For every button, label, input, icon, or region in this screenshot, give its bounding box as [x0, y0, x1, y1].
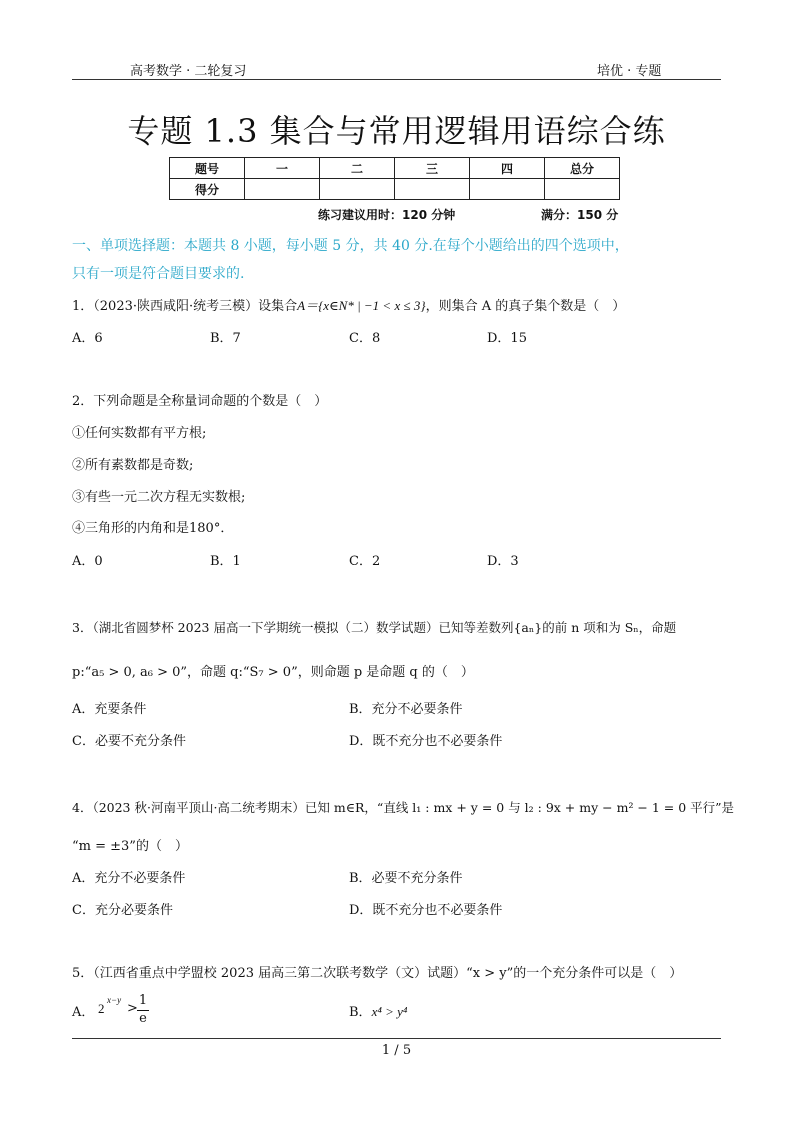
question-1-stem: 1．（2023·陕西咸阳·统考三模）设集合 — [72, 299, 298, 314]
q1-option-d[interactable]: D．15 — [487, 331, 527, 346]
question-5-line1: 5．（江西省重点中学盟校 2023 届高三第二次联考数学（文）试题）“x > y”的一个充分条件可以是（ ） — [72, 966, 683, 981]
q3-option-c[interactable]: C．必要不充分条件 — [72, 734, 186, 749]
q2-option-b[interactable]: B．1 — [210, 554, 241, 569]
q1-option-c[interactable]: C．8 — [349, 331, 381, 346]
question-1-tail: ，则集合 A 的真子集个数是（ ） — [425, 299, 626, 314]
q2-option-d[interactable]: D．3 — [487, 554, 519, 569]
q5-option-a-numerator: 1 — [138, 993, 148, 1008]
q4-option-a[interactable]: A．充分不必要条件 — [72, 871, 186, 886]
section-heading-line1: 一、单项选择题：本题共 8 小题，每小题 5 分，共 40 分.在每个小题给出的四个选项中， — [72, 238, 629, 254]
q4-option-d[interactable]: D．既不充分也不必要条件 — [349, 903, 503, 918]
q5-option-a-base: 2 — [98, 1001, 105, 1016]
q4-option-b[interactable]: B．必要不充分条件 — [349, 871, 463, 886]
q3-option-a[interactable]: A．充要条件 — [72, 702, 147, 717]
score-cell: 一 — [245, 158, 320, 179]
q5-option-b[interactable] — [349, 1001, 407, 1020]
q1-option-b[interactable]: B．7 — [210, 331, 241, 346]
score-cell: 得分 — [170, 179, 245, 200]
score-input-cell[interactable] — [245, 179, 320, 200]
q1-option-a[interactable]: A．6 — [72, 331, 103, 346]
score-input-cell[interactable] — [545, 179, 620, 200]
question-1 — [72, 295, 625, 314]
score-cell: 四 — [470, 158, 545, 179]
question-2-item: ③有些一元二次方程无实数根; — [72, 490, 246, 505]
q5-option-a-denominator: e — [139, 1011, 147, 1026]
score-cell: 三 — [395, 158, 470, 179]
question-1-set: A＝{x∈N* | −1 < x ≤ 3} — [297, 298, 426, 313]
q3-option-b[interactable]: B．充分不必要条件 — [349, 702, 463, 717]
header-left: 高考数学 · 二轮复习 — [130, 64, 247, 79]
q2-option-c[interactable]: C．2 — [349, 554, 381, 569]
q5-option-a-relation: > — [127, 1001, 138, 1016]
score-cell: 题号 — [170, 158, 245, 179]
score-table-score-row — [170, 179, 620, 200]
q2-option-a[interactable]: A．0 — [72, 554, 103, 569]
q3-option-d[interactable]: D．既不充分也不必要条件 — [349, 734, 503, 749]
score-input-cell[interactable] — [395, 179, 470, 200]
question-2-item: ②所有素数都是奇数; — [72, 458, 194, 473]
header-right: 培优 · 专题 — [597, 64, 662, 79]
question-3-line1: 3．（湖北省圆梦杯 2023 届高一下学期统一模拟（二）数学试题）已知等差数列{aₙ}的前 n 项和为 Sₙ，命题 — [72, 620, 677, 635]
question-2-item: ①任何实数都有平方根; — [72, 426, 207, 441]
suggested-time: 练习建议用时：120 分钟 — [318, 208, 456, 222]
header-rule — [72, 79, 721, 80]
full-score: 满分：150 分 — [541, 208, 619, 222]
score-table — [169, 157, 620, 200]
score-input-cell[interactable] — [470, 179, 545, 200]
score-cell: 总分 — [545, 158, 620, 179]
q5-option-a-label: A． — [72, 1005, 95, 1020]
q4-option-c[interactable]: C．充分必要条件 — [72, 903, 173, 918]
question-2-item: ④三角形的内角和是180°． — [72, 521, 234, 536]
score-input-cell[interactable] — [320, 179, 395, 200]
footer-rule — [72, 1038, 721, 1039]
question-3-line2: p:“a₅ > 0, a₆ > 0”，命题 q:“S₇ > 0”，则命题 p 是命题 q 的（ ） — [72, 665, 474, 680]
score-cell: 二 — [320, 158, 395, 179]
question-4-line1: 4．（2023 秋·河南平顶山·高二统考期末）已知 m∈R，“直线 l₁ : mx + y = 0 与 l₂ : 9x + my − m² − 1 = 0 平行”是 — [72, 800, 735, 815]
q5-option-a-exponent: x−y — [107, 995, 122, 1005]
q5-option-b-label: B． — [349, 1005, 372, 1020]
page-title: 专题 1.3 集合与常用逻辑用语综合练 — [127, 112, 666, 150]
question-2-stem: 2．下列命题是全称量词命题的个数是（ ） — [72, 394, 328, 409]
score-table-header-row — [170, 158, 620, 179]
page-number: 1 / 5 — [381, 1043, 412, 1058]
q5-option-b-expr: x⁴ > y⁴ — [371, 1004, 408, 1019]
question-4-line2: “m = ±3”的（ ） — [72, 839, 188, 854]
section-heading-line2: 只有一项是符合题目要求的. — [72, 266, 245, 282]
